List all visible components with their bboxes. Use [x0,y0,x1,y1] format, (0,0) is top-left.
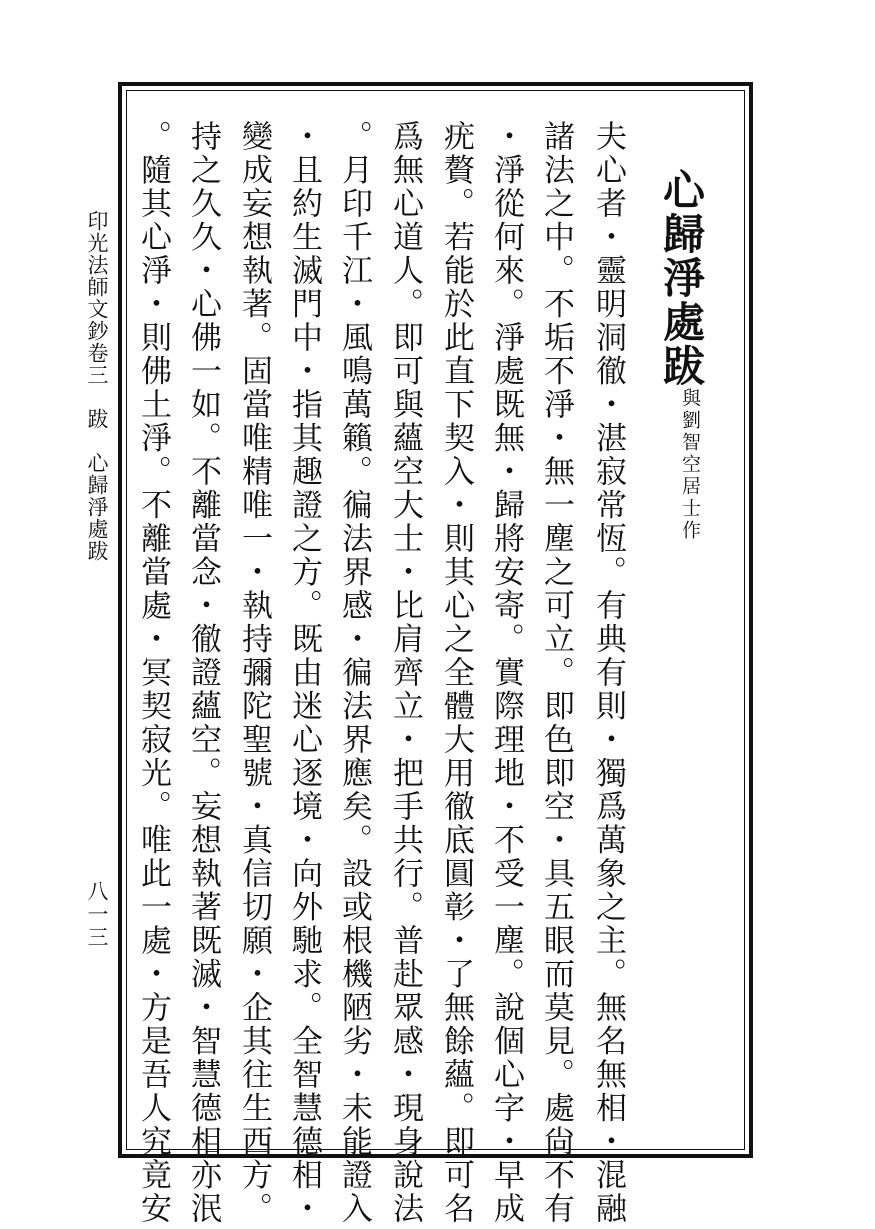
body-column-1: 夫心者・靈明洞徹・湛寂常恆。有典有則・獨爲萬象之主。無名無相・混融 [590,120,626,1226]
author-note: 與劉智空居士作 [679,388,701,542]
body-column-4: 疣贅。若能於此直下契入・則其心之全體大用徹底圓彰・了無餘蘊。即可名 [438,120,474,1226]
page-number: 八一三 [85,880,109,949]
body-column-9: 持之久久・心佛一如。不離當念・徹證蘊空。妄想執著既滅・智慧德相亦泯 [185,120,221,1226]
running-header: 印光法師文鈔卷三 跋 心歸淨處跋 [85,210,109,562]
page-title: 心歸淨處跋 [657,168,706,388]
body-column-7: ・且約生滅門中・指其趣證之方。既由迷心逐境・向外馳求。全智慧德相・ [286,120,322,1226]
body-column-8: 變成妄想執著。固當唯精唯一・執持彌陀聖號・真信切願・企其往生西方。 [236,120,272,1226]
body-column-2: 諸法之中。不垢不淨・無一塵之可立。即色即空・具五眼而莫見。處尙不有 [538,120,574,1226]
body-column-6: 。月印千江・風鳴萬籟。徧法界感・徧法界應矣。設或根機陋劣・未能證入 [336,120,372,1226]
body-column-10: 。隨其心淨・則佛土淨。不離當處・冥契寂光。唯此一處・方是吾人究竟安 [135,120,171,1226]
body-column-3: ・淨從何來。淨處既無・歸將安寄。實際理地・不受一塵。說個心字・早成 [488,120,524,1226]
body-column-5: 爲無心道人。即可與蘊空大士・比肩齊立・把手共行。普赴眾感・現身說法 [387,120,423,1226]
